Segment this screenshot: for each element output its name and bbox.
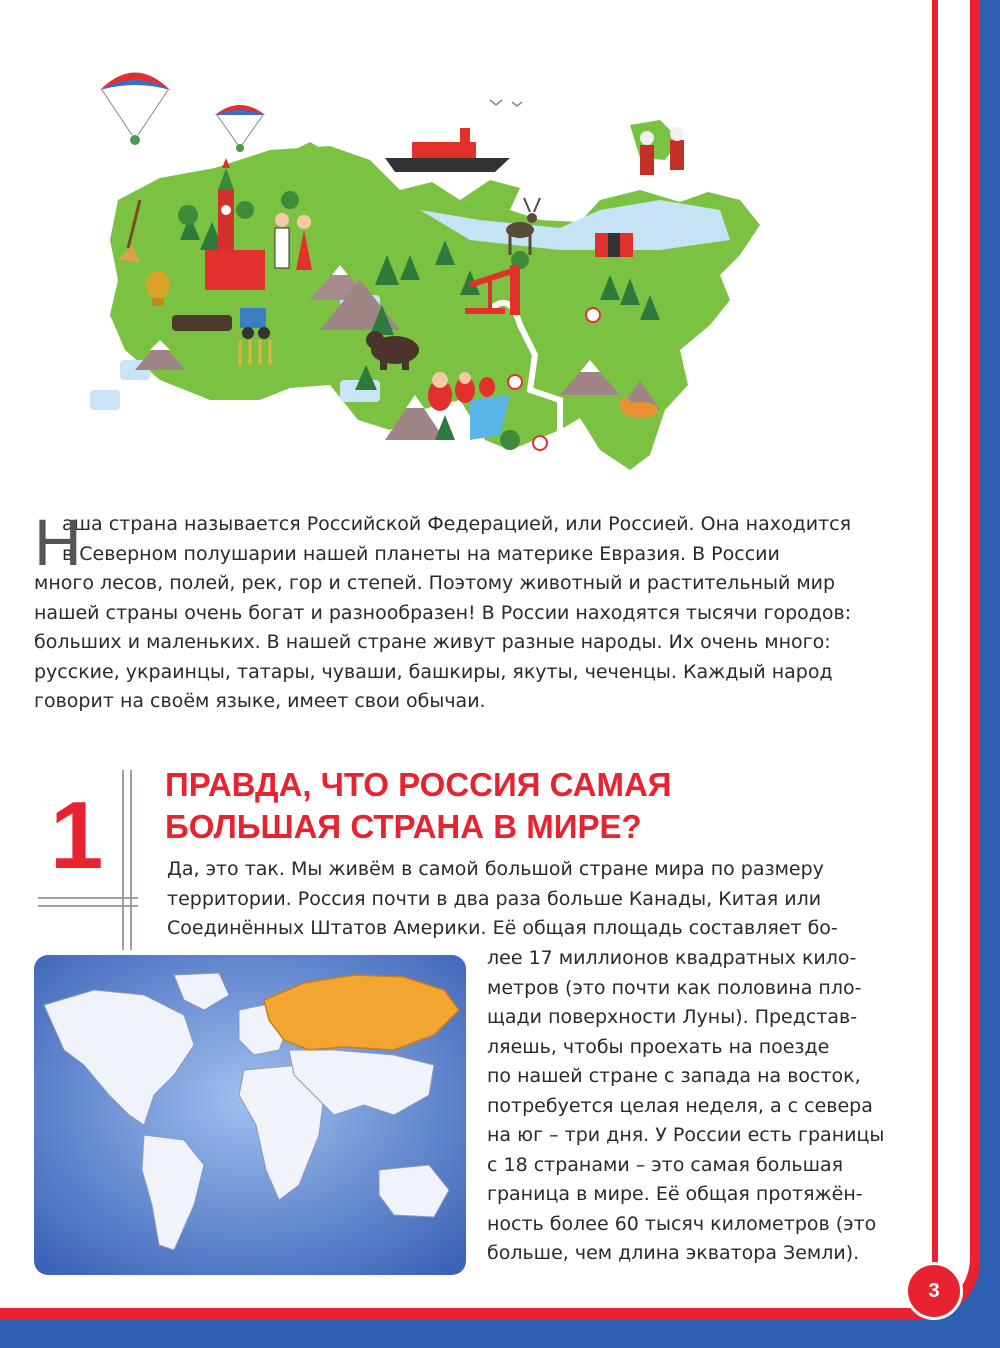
answer-line: граница в мире. Её общая протяжён- <box>487 1183 863 1205</box>
question-number: 1 <box>50 782 104 889</box>
intro-line: говорит на своём языке, имеет свои обычаи. <box>34 690 486 712</box>
answer-line: лее 17 миллионов квадратных кило- <box>487 947 857 969</box>
answer-line: территории. Россия почти в два раза больше Канады, Китая или <box>167 887 822 910</box>
divider-vertical <box>122 770 124 950</box>
page-number-badge: 3 <box>905 1262 963 1320</box>
divider-horizontal <box>38 905 138 907</box>
answer-line: на юг – три дня. У России есть границы <box>487 1124 885 1146</box>
answer-paragraph-top <box>167 855 907 944</box>
answer-line: больше, чем длина экватора Земли). <box>487 1242 860 1264</box>
world-map-image <box>34 955 466 1275</box>
russia-illustrated-map <box>40 50 920 490</box>
intro-line: русские, украинцы, татары, чуваши, башкиры, якуты, чеченцы. Каждый народ <box>34 660 833 683</box>
answer-line: потребуется целая неделя, а с севера <box>487 1094 873 1117</box>
answer-line: с 18 странами – это самая большая <box>487 1153 844 1176</box>
answer-paragraph-right <box>487 944 917 1269</box>
intro-line: аша страна называется Российской Федерацией, или Россией. Она находится <box>62 513 852 535</box>
answer-line: ность более 60 тысяч километров (это <box>487 1212 877 1235</box>
answer-line: щади поверхности Луны). Представ- <box>487 1006 858 1028</box>
intro-line: нашей страны очень богат и разнообразен! В России находятся тысячи городов: <box>34 601 852 624</box>
question-heading <box>165 764 805 848</box>
intro-line: в Северном полушарии нашей планеты на материке Евразия. В России <box>62 542 780 565</box>
intro-line: много лесов, полей, рек, гор и степей. Поэтому животный и растительный мир <box>34 572 836 594</box>
russia-landmass <box>110 120 760 470</box>
intro-paragraph <box>34 505 924 717</box>
answer-line: метров (это почти как половина пло- <box>487 976 862 999</box>
heading-line: ПРАВДА, ЧТО РОССИЯ САМАЯ <box>165 766 672 803</box>
heading-line: БОЛЬШАЯ СТРАНА В МИРЕ? <box>165 808 642 845</box>
answer-line: по нашей стране с запада на восток, <box>487 1065 861 1087</box>
intro-line: больших и маленьких. В нашей стране живут разные народы. Их очень много: <box>34 631 831 653</box>
parachutes <box>100 73 265 153</box>
divider-horizontal <box>38 897 138 899</box>
answer-line: Соединённых Штатов Америки. Её общая площадь составляет бо- <box>167 917 838 939</box>
divider-vertical <box>130 770 132 950</box>
accordion <box>595 233 633 257</box>
icebreaker-ship <box>385 128 510 172</box>
answer-line: Да, это так. Мы живём в самой большой стране мира по размеру <box>167 858 824 880</box>
dropcap-letter: Н <box>34 505 82 579</box>
answer-line: ляешь, чтобы проехать на поезде <box>487 1035 830 1058</box>
